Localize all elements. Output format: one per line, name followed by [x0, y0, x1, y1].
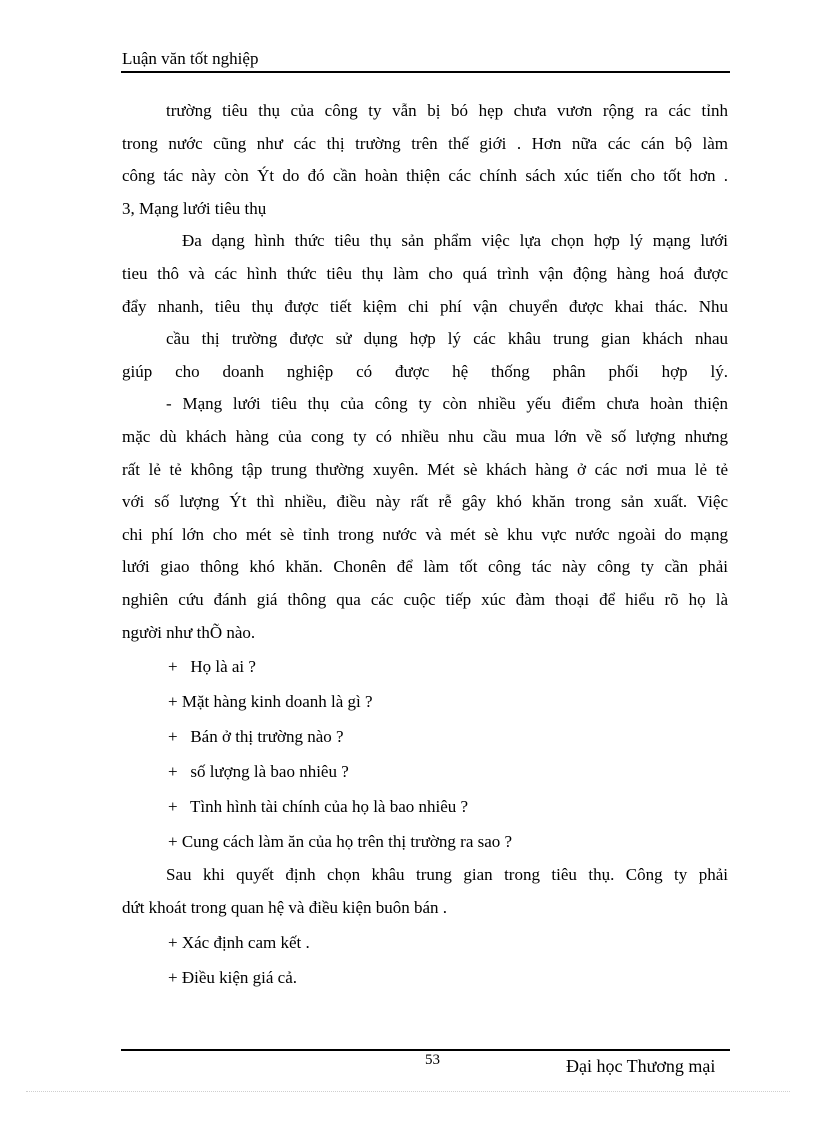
text-line: trường tiêu thụ của công ty vẫn bị bó hẹp chưa vươn rộng ra các tỉnh — [166, 101, 728, 120]
text-line: đẩy nhanh, tiêu thụ được tiết kiệm chi phí vận chuyển được khai thác. Nhu — [122, 296, 728, 316]
document-body — [122, 95, 728, 995]
text-line: - Mạng lưới tiêu thụ của công ty còn nhiều yếu điểm chưa hoàn thiện — [166, 394, 728, 414]
closing-list — [122, 926, 728, 996]
text-line: nghiên cứu đánh giá thông qua các cuộc tiếp xúc đàm thoại để hiểu rõ họ là — [122, 589, 728, 609]
footer-institution: Đại học Thương mại — [566, 1056, 716, 1076]
header-divider — [121, 71, 730, 73]
page-edge-divider — [26, 1091, 790, 1092]
text-line: chi phí lớn cho mét sè tỉnh trong nước và mét sè khu vực nước ngoài do mạng — [122, 524, 728, 544]
bullet-item: + số lượng là bao nhiêu ? — [168, 761, 349, 781]
section-heading: 3, Mạng lưới tiêu thụ — [122, 198, 267, 218]
text-line: lưới giao thông khó khăn. Chonên để làm tốt công tác này công ty cần phải — [122, 557, 728, 577]
text-line: công tác này còn Ýt do đó cần hoàn thiện các chính sách xúc tiến cho tốt hơn . — [122, 166, 728, 186]
bullet-list — [122, 650, 728, 859]
text-line: mặc dù khách hàng của cong ty có nhiều nhu cầu mua lớn về số lượng nhưng — [122, 426, 728, 446]
text-line: cầu thị trường được sử dụng hợp lý các khâu trung gian khách nhau — [166, 329, 728, 349]
bullet-item: + Mặt hàng kinh doanh là gì ? — [168, 691, 373, 711]
text-line: Đa dạng hình thức tiêu thụ sản phẩm việc lựa chọn hợp lý mạng lưới — [182, 231, 728, 251]
text-line: giúp cho doanh nghiệp có được hệ thống phân phối hợp lý. — [122, 361, 728, 381]
header-title: Luận văn tốt nghiệp — [122, 49, 259, 68]
text-line: với số lượng Ýt thì nhiều, điều này rất rễ gây khó khăn trong sản xuất. Việc — [122, 492, 728, 512]
bullet-item: + Xác định cam kết . — [168, 932, 310, 952]
bullet-item: + Cung cách làm ăn của họ trên thị trường ra sao ? — [168, 831, 513, 851]
bullet-item: + Bán ở thị trường nào ? — [168, 726, 344, 746]
text-line: tieu thô và các hình thức tiêu thụ làm cho quá trình vận động hàng hoá được — [122, 263, 728, 283]
bullet-item: + Tình hình tài chính của họ là bao nhiêu ? — [168, 796, 469, 816]
text-line: người như thÕ nào. — [122, 622, 256, 642]
text-line: Sau khi quyết định chọn khâu trung gian trong tiêu thụ. Công ty phải — [166, 865, 728, 885]
text-line: dứt khoát trong quan hệ và điều kiện buôn bán . — [122, 898, 448, 918]
text-line: rất lẻ tẻ không tập trung thường xuyên. Mét sè khách hàng ở các nơi mua lẻ tẻ — [122, 459, 728, 479]
page-number: 53 — [425, 1052, 440, 1068]
text-line: trong nước cũng như các thị trường trên thế giới . Hơn nữa các cán bộ làm — [122, 133, 728, 153]
bullet-item: + Họ là ai ? — [168, 657, 256, 677]
bullet-item: + Điều kiện giá cả. — [168, 967, 298, 987]
